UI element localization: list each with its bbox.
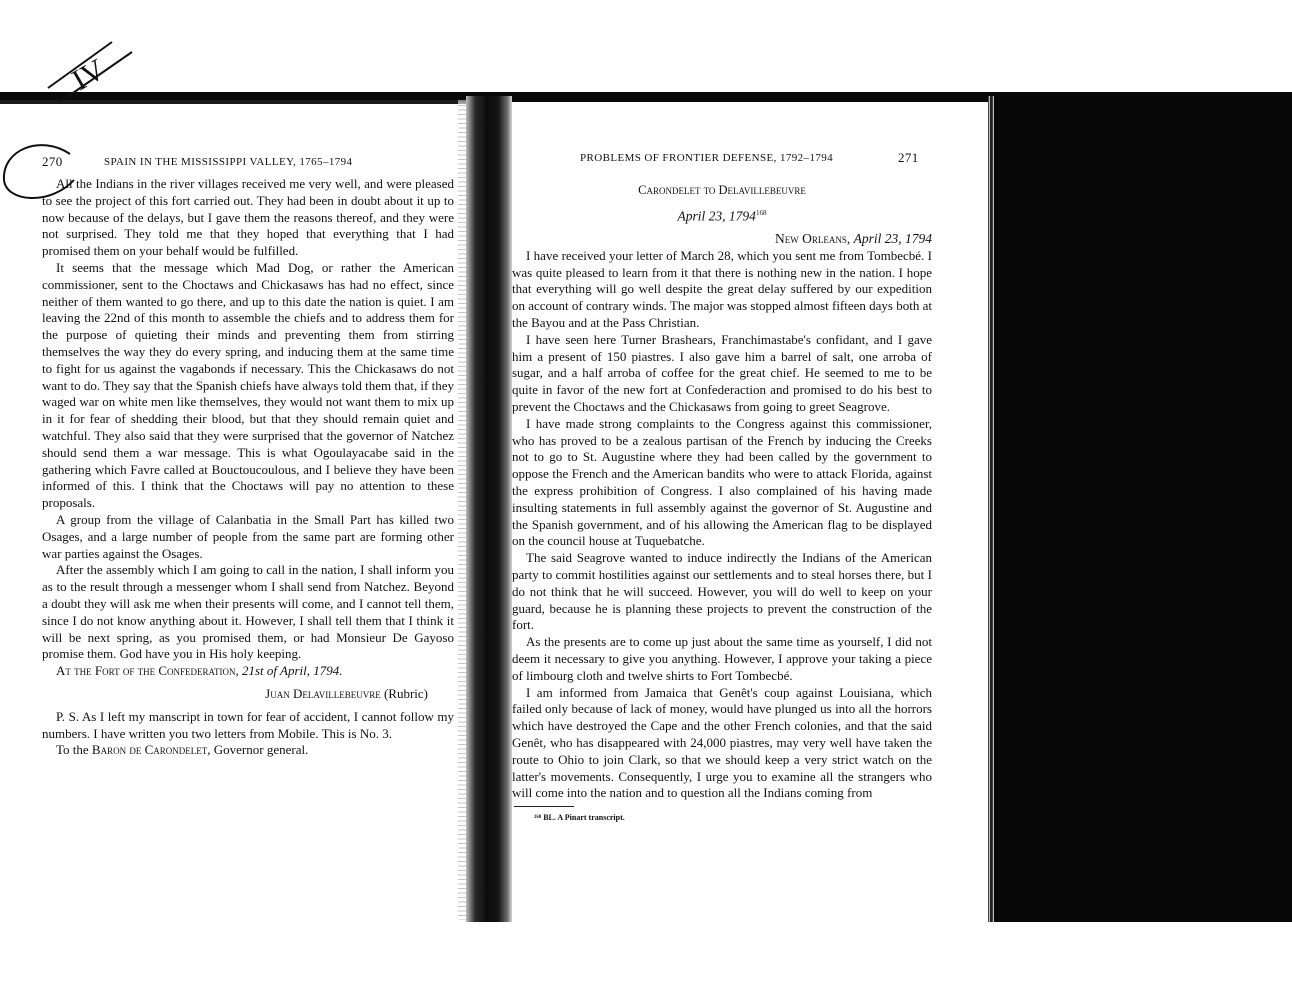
dateline-date: 21st of April, 1794. — [242, 663, 343, 679]
left-page-header — [42, 154, 454, 176]
paragraph: A group from the village of Calanbatia in the Small Part has killed two Osages, and a large number of people from the same part are forming other war parties against the Osages. — [42, 511, 454, 561]
paragraph: I have seen here Turner Brashears, Franchimastabe's confidant, and I gave him a present of 150 piastres. I also gave him a barrel of salt, one arroba of sugar, and a half arroba of coffee for the great chief. He seemed to me to be quite in favor of the new fort at Confederaction and promised to do his best to prevent the Choctaws and the Chickasaws from going to greet Seagrove. — [512, 331, 932, 415]
page-number: 270 — [42, 154, 63, 169]
handwritten-roman-numeral — [40, 22, 150, 112]
signature: Juan Delavillebeuvre — [265, 685, 381, 701]
addressee — [42, 742, 454, 759]
running-head: SPAIN IN THE MISSISSIPPI VALLEY, 1765–1794 — [104, 156, 353, 168]
right-page-header — [512, 150, 932, 172]
document-date-line — [512, 205, 932, 225]
book-gutter-shadow — [466, 96, 512, 922]
paragraph: It seems that the message which Mad Dog, or rather the American commissioner, sent to the Choctaws and Chickasaws has had no effect, since neither of them wanted to go there, and up to this date the nation is quiet. I am leaving the 22nd of this month to assemble the chiefs and to address them for the purpose of quieting their minds and preventing them from stirring themselves the way they do every spring, and inducing them at the same time to fight for us against the vagabonds if necessary. This the Chickasaws do not want to do. They say that the Spanish chiefs have always told them that, if they waged war on white men like themselves, they would not want them to mix up in it for fear of shedding their blood, but that they should remain quiet and watchful. They also said that they were surprised that the governor of Natchez should send them a war message. This is what Ogoulayacabe said in the gathering which Favre called at Bouctoucoulous, and I believe they have been informed of this. I think that the Choctaws will pay no attention to these proposals. — [42, 259, 454, 511]
paragraph: After the assembly which I am going to call in the nation, I shall inform you as to the result through a messenger whom I shall send from Natchez. Beyond a doubt they will ask me when their presents will come, and I cannot tell them, since I do not know anything about it. However, I shall tell them that I think it will be next spring, as you promised them, or had Monsieur De Gayoso promise them. God have you in His holy keeping. — [42, 562, 454, 662]
scan-right-black-area — [994, 96, 1292, 922]
postscript: P. S. As I left my manscript in town for fear of accident, I cannot follow my numbers. I have written you two letters from Mobile. This is No. 3. — [42, 708, 454, 741]
paragraph: I have made strong complaints to the Congress against this commissioner, who has proved to be a zealous partisan of the French by inducing the Creeks not to go to St. Augustine where they had been called by the government to oppose the French and the American bandits who were to attack Florida, against the express prohibition of Congress. I also complained of his having made insulting statements in full assembly against the governor of St. Augustine and the Spanish government, and of his allowing the American flag to be displayed on the council house at Tuquebatche. — [512, 415, 932, 549]
handwritten-mark-text: IV — [66, 52, 111, 98]
left-page — [42, 154, 454, 759]
addressee-name: Baron de Carondelet, — [91, 742, 211, 758]
document-title: Carondelet to Delavillebeuvre — [638, 183, 806, 197]
paragraph: I have received your letter of March 28, which you sent me from Tombecbé. I was quite pleased to learn from it that there is nothing new in the nation. I hope that everything will go well despite the great delay suffered by our expedition on account of contrary winds. The major was stopped almost fifteen days both at the Bayou and at the Pass Christian. — [512, 247, 932, 331]
paragraph: As the presents are to come up just about the same time as yourself, I did not deem it necessary to give you anything. However, I approve your taking a piece of limbourg cloth and twelve shirts to Fort Tombecbé. — [512, 634, 932, 683]
paragraph: All the Indians in the river villages received me very well, and were pleased to see the project of this fort carried out. They had been in doubt about it up to now because of the delays, but I gave them the reasons thereof, and they were not surprised. They told me that they hoped that everything that I had promised them on your behalf would be fulfilled. — [42, 176, 454, 259]
addressee-prefix: To the — [56, 742, 89, 758]
footnote-rule — [514, 806, 574, 807]
place-date-line — [512, 231, 932, 248]
page-number: 271 — [898, 150, 919, 165]
running-head: PROBLEMS OF FRONTIER DEFENSE, 1792–1794 — [580, 152, 834, 164]
paragraph: The said Seagrove wanted to induce indirectly the Indians of the American party to commit hostilities against our settlements and to steal horses there, but I do not think that he will succeed. However, you will do well to keep on your guard, because he is planning these projects to prevent the construction of the fort. — [512, 550, 932, 633]
addressee-title: Governor general. — [213, 742, 309, 758]
place-date: April 23, 1794 — [853, 231, 932, 247]
right-page — [512, 150, 932, 822]
dateline-place: At the Fort of the Confederation, — [56, 663, 239, 679]
document-date: April 23, 1794 — [677, 208, 756, 224]
footnote: ¹⁶⁸ BL. A Pinart transcript. — [534, 813, 625, 823]
signature-line — [42, 686, 428, 703]
place: New Orleans, — [774, 231, 851, 247]
dateline — [42, 663, 454, 680]
signature-note: (Rubric) — [383, 685, 428, 701]
paragraph: I am informed from Jamaica that Genêt's coup against Louisiana, which failed only because of lack of money, would have plunged us into all the horrors which have destroyed the Cape and the other French colonies, and that the said Genêt, who has disappeared with 24,000 piastres, may very well have taken the route to Ohio to join Clark, so that we should keep a very strict watch on the latter's movements. Consequently, I urge you to examine all the strangers who will come into the nation and to question all the Indians coming from — [512, 684, 932, 801]
footnote-ref: 168 — [755, 208, 767, 217]
